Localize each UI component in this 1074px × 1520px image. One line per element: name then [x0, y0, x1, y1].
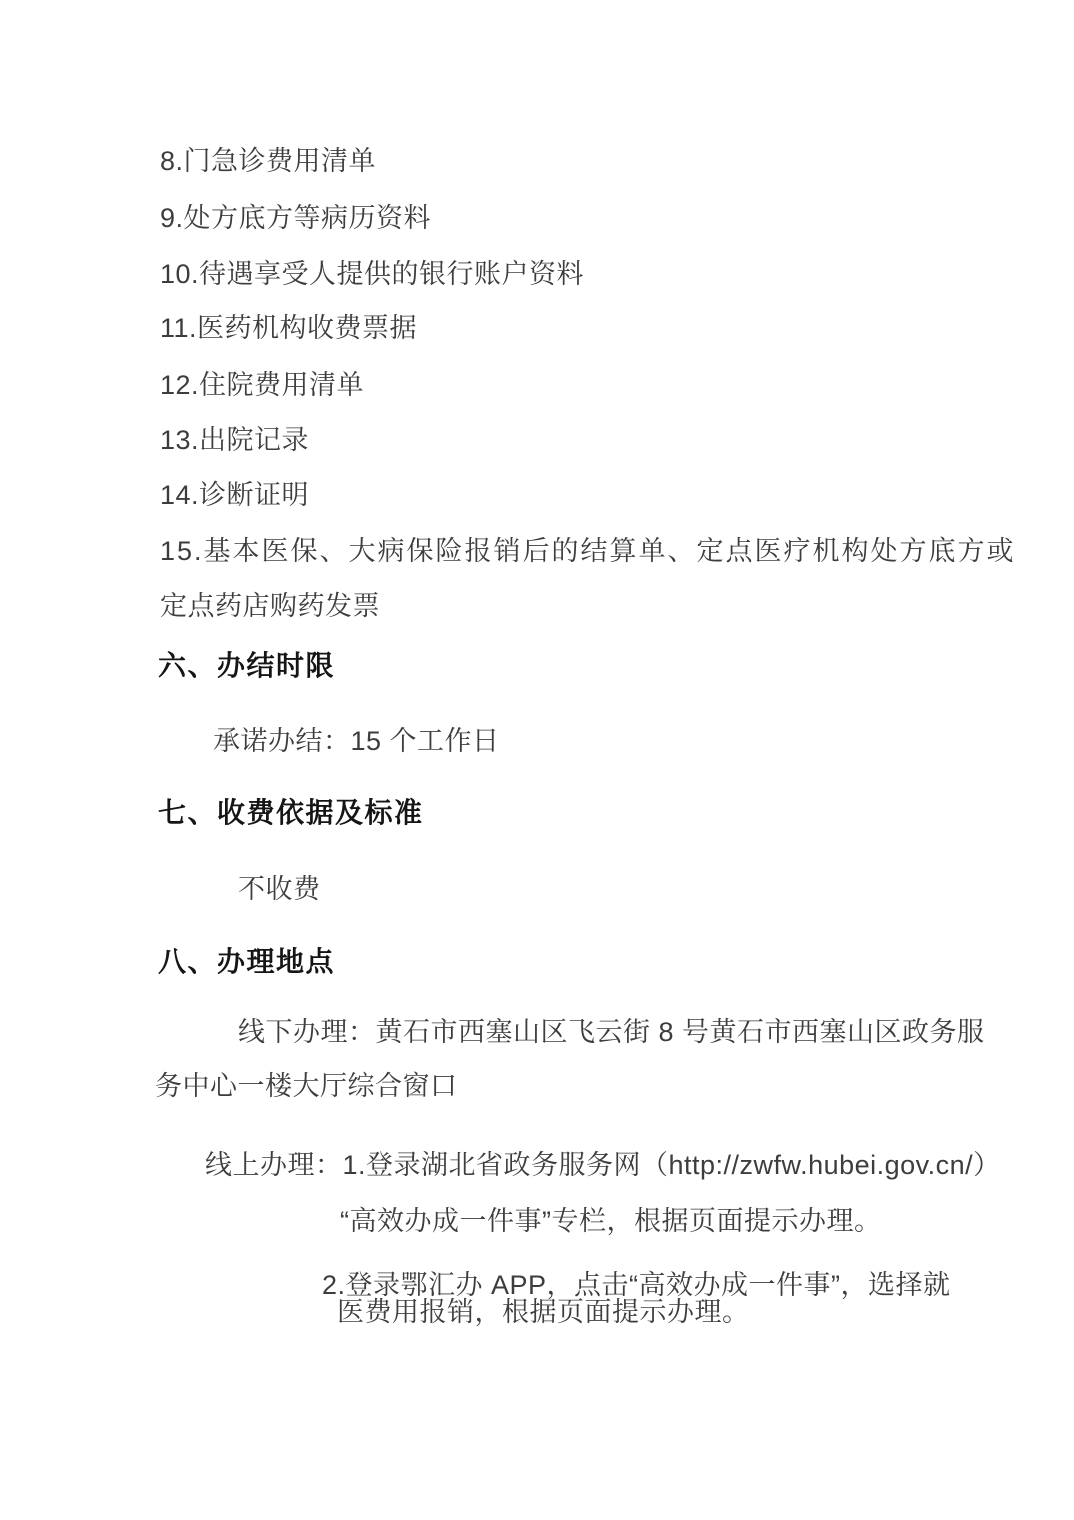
- list-item-11: 11.医药机构收费票据: [160, 313, 418, 343]
- section-heading-fees: 七、收费依据及标准: [158, 797, 424, 828]
- online-step-1-line-1: 线上办理：1.登录湖北省政务服务网（http://zwfw.hubei.gov.cn/）: [205, 1150, 1001, 1180]
- list-item-13: 13.出院记录: [160, 425, 310, 455]
- online-step-2-line-2: 医费用报销，根据页面提示办理。: [337, 1297, 750, 1327]
- list-item-8: 8.门急诊费用清单: [160, 146, 377, 176]
- online-step-2-line-1: 2.登录鄂汇办 APP，点击“高效办成一件事”，选择就: [322, 1270, 951, 1300]
- offline-location-line-2: 务中心一楼大厅综合窗口: [155, 1071, 458, 1101]
- list-item-14: 14.诊断证明: [160, 480, 310, 510]
- list-item-15: 15.基本医保、大病保险报销后的结算单、定点医疗机构处方底方或: [160, 536, 1016, 566]
- online-step-1-line-2: “高效办成一件事”专栏，根据页面提示办理。: [340, 1206, 882, 1236]
- list-item-15-continuation: 定点药店购药发票: [160, 591, 380, 621]
- section-heading-location: 八、办理地点: [158, 946, 336, 977]
- section-heading-deadline: 六、办结时限: [158, 650, 336, 681]
- list-item-10: 10.待遇享受人提供的银行账户资料: [160, 259, 585, 289]
- list-item-9: 9.处方底方等病历资料: [160, 203, 432, 233]
- fees-text: 不收费: [238, 874, 321, 904]
- list-item-12: 12.住院费用清单: [160, 370, 365, 400]
- offline-location-line-1: 线下办理：黄石市西塞山区飞云街 8 号黄石市西塞山区政务服: [238, 1017, 985, 1047]
- deadline-text: 承诺办结：15 个工作日: [213, 726, 500, 756]
